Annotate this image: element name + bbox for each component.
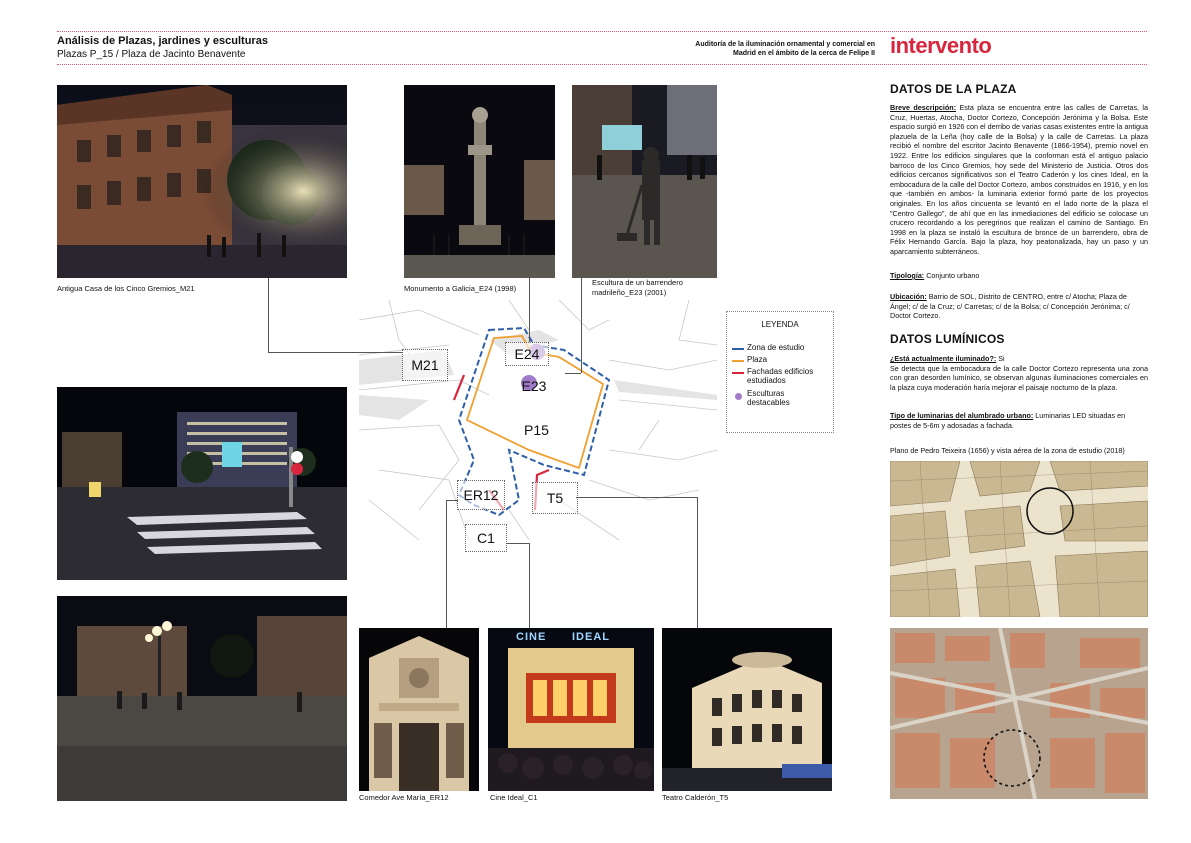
legend-title: LEYENDA [761, 320, 799, 329]
ubicacion-paragraph [890, 292, 1148, 321]
photo-t5 [662, 628, 832, 791]
iluminado-paragraph [890, 354, 1148, 392]
tipologia-text: Conjunto urbano [924, 271, 980, 280]
project-title [640, 40, 875, 58]
map-label-e24: E24 [505, 342, 549, 366]
desc-text: Esta plaza se encuentra entre las calles de Carretas, la Cruz, Huertas, Atocha, Doctor Cortezo, Concepción Jerónima y la Bolsa. Este espacio surgió en 1926 con el derribo de varias casas existentes entre la antigua plazuela de la Leña (hoy calle de la Bolsa) y la calle de Carretas. La plaza recibió el nombre del escritor Jacinto Benavente (1866-1954), premio novel en 1922. Entre los edificios singulares que la conforman está el antiguo palacio barroco de los Cinco Gremios, hoy sede del Ministerio de Justicia. Otros dos edificios cercanos significativos son el Teatro Caderón y los cines Ideal, en la embocadura de la calle del Doctor Cortezo, ambos construidos en 1916, y en los que -también en ambos- la luminaria exterior formó parte de los proyectos originales. En los años cincuenta se levantó en el lado norte de la plaza el "Centro Gallego", de ahí que en las inmediaciones del edificio se colocase un crucero recordando a los peregrinos que realizan el camino de Santiago. En 1998 en la plaza se instaló la escultura de bronce de un barrendero, obra de Félix Hernando García. Bajo la plaza, hoy peatonalizada, hay un paso y un aparcamiento subterráneos. [890, 103, 1149, 256]
leader-m21-h [268, 352, 402, 353]
historic-map-teixeira [890, 461, 1148, 617]
leader-m21-v [268, 278, 269, 352]
leader-e23-h [565, 373, 581, 374]
photo-e23 [572, 85, 717, 278]
caption-e23 [592, 278, 683, 298]
tipo-luminarias-text: Luminarias LED situadas en postes de 5-6m y adosadas a fachada. [890, 411, 1126, 430]
leader-e24 [529, 278, 530, 342]
legend-esculturas-swatch [735, 393, 742, 400]
project-line-1: Auditoría de la iluminación ornamental y comercial en [695, 41, 875, 48]
photo-er12 [359, 628, 479, 791]
tipologia-label: Tipología: [890, 271, 925, 280]
caption-e23-line-2: madrileño_E23 (2001) [592, 288, 667, 297]
leader-er12-h [446, 500, 458, 501]
page-subtitle: Plazas P_15 / Plaza de Jacinto Benavente [57, 49, 246, 60]
legend-item-esculturas [727, 389, 833, 411]
caption-e24: Monumento a Galicia_E24 (1998) [404, 284, 517, 293]
heading-datos-plaza: DATOS DE LA PLAZA [890, 82, 1017, 96]
iluminado-answer: Si [996, 354, 1005, 363]
legend-fachadas-swatch [732, 372, 744, 374]
heading-datos-luminicos: DATOS LUMÍNICOS [890, 332, 1005, 346]
leader-e23-v [581, 278, 582, 373]
cine-sign-ideal: IDEAL [572, 631, 610, 643]
page-title: Análisis de Plazas, jardines y esculturas [57, 35, 268, 47]
tipo-luminarias-paragraph [890, 411, 1148, 430]
legend-zona-swatch [732, 348, 744, 350]
legend-plaza-label: Plaza [747, 355, 768, 364]
legend-item-zona [727, 343, 833, 355]
map-label-p15: P15 [524, 422, 549, 438]
leader-er12 [446, 500, 447, 628]
legend-esculturas-label: Esculturas destacables [747, 389, 790, 407]
desc-paragraph [890, 103, 1148, 257]
tipo-luminarias-label: Tipo de luminarias del alumbrado urbano: [890, 411, 1034, 420]
caption-t5: Teatro Calderón_T5 [662, 793, 729, 802]
photo-c1 [488, 628, 654, 791]
legend-fachadas-label: Fachadas edificios estudiados [747, 367, 814, 385]
caption-er12: Comedor Ave María_ER12 [359, 793, 449, 802]
plano-caption: Plano de Pedro Teixeira (1656) y vista aérea de la zona de estudio (2018) [890, 446, 1125, 455]
leader-c1-h [506, 543, 530, 544]
aerial-view [890, 628, 1148, 799]
map-label-c1: C1 [465, 524, 507, 552]
legend-plaza-swatch [732, 360, 744, 362]
photo-night-square [57, 387, 347, 580]
photo-m21 [57, 85, 347, 278]
leader-t5-h [576, 497, 697, 498]
map-label-e23: E23 [521, 378, 547, 394]
map-label-t5: T5 [532, 482, 578, 514]
caption-m21: Antigua Casa de los Cinco Gremios_M21 [57, 284, 195, 293]
brand-logo: intervento [890, 33, 992, 58]
map-label-er12: ER12 [457, 480, 505, 510]
caption-c1: Cine Ideal_C1 [490, 793, 538, 802]
photo-e24 [404, 85, 555, 278]
site-map [359, 300, 717, 546]
leader-c1-v [529, 543, 530, 628]
cine-sign-cine: CINE [516, 631, 547, 643]
map-label-m21: M21 [402, 349, 448, 381]
legend-zona-label: Zona de estudio [747, 343, 805, 352]
desc-label: Breve descripción: [890, 103, 957, 112]
leader-t5-v [697, 497, 698, 628]
iluminado-label: ¿Está actualmente iluminado?: [890, 354, 997, 363]
iluminado-text: Se detecta que la embocadura de la calle Doctor Cortezo representa una zona con gran desorden lumínico, se observan algunas iluminaciones comerciales en la plaza cuya moderación haría mejorar el paisaje nocturno de la plaza. [890, 363, 1148, 392]
header-top-rule [57, 31, 1147, 32]
ubicacion-text: Barrio de SOL, Distrito de CENTRO, entre c/ Atocha; Plaza de Ángel; c/ de la Cruz; c/ Carretas; c/ de la Bolsa; c/ Concepción Jerónima; c/ Doctor Cortezo. [890, 292, 1130, 321]
legend-item-fachadas [727, 367, 833, 389]
caption-e23-line-1: Escultura de un barrendero [592, 278, 683, 287]
legend-item-plaza [727, 355, 833, 367]
tipologia-paragraph [890, 271, 1148, 281]
ubicacion-label: Ubicación: [890, 292, 927, 301]
project-line-2: Madrid en el ámbito de la cerca de Felipe II [733, 50, 875, 57]
map-legend [726, 311, 834, 433]
photo-plaza-night [57, 596, 347, 801]
header-bottom-rule [57, 64, 1147, 65]
